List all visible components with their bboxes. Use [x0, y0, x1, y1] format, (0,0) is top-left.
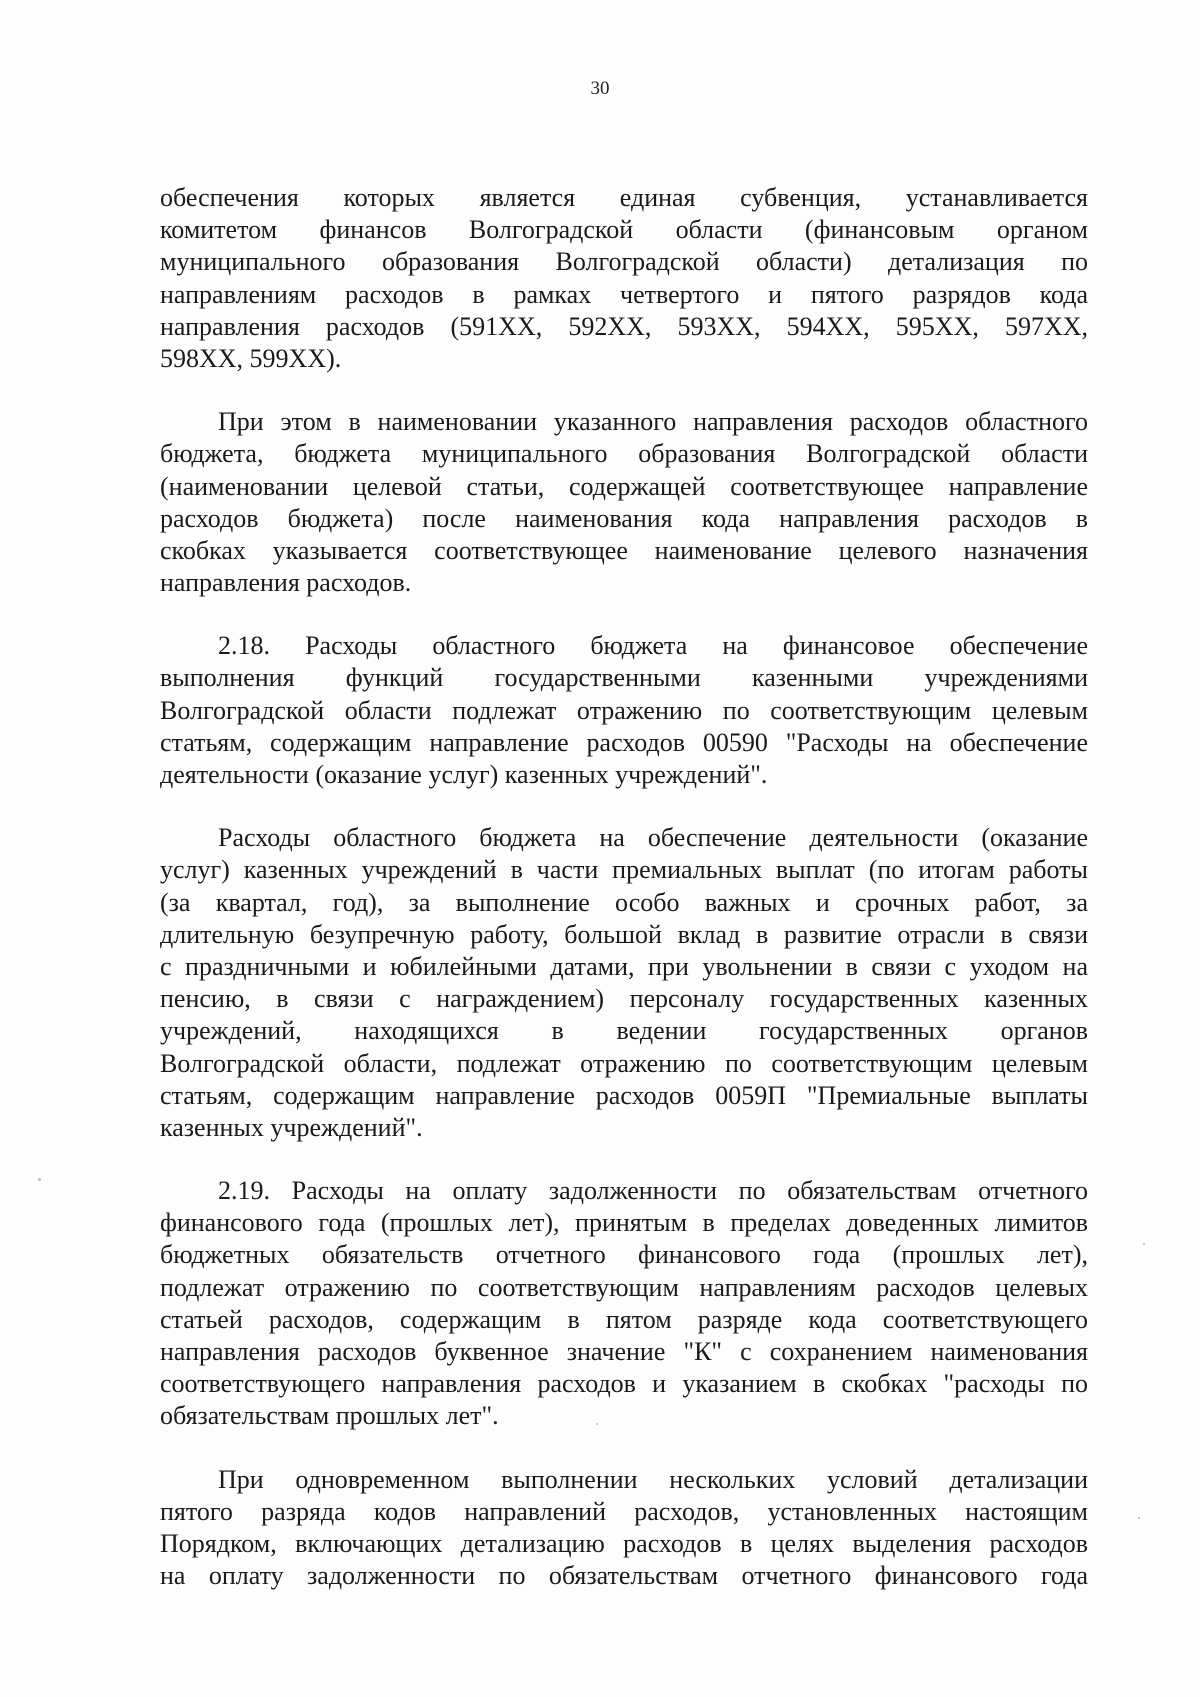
text-line: Волгоградской области, подлежат отражению по соответствующим целевым: [160, 1048, 1088, 1078]
text-line: направления расходов буквенное значение "К" с сохранением наименования: [160, 1337, 1088, 1366]
paragraph-naming-rule: [160, 406, 1088, 599]
scan-speck: [596, 1423, 598, 1425]
text-line: направления расходов.: [160, 568, 412, 598]
text-line: 598XX, 599XX).: [160, 343, 342, 373]
scan-speck: [1138, 1517, 1140, 1519]
text-line: деятельности (оказание услуг) казенных учреждений".: [160, 760, 768, 789]
text-line: статьей расходов, содержащим в пятом разряде кода соответствующего: [160, 1304, 1088, 1334]
text-line: бюджета, бюджета муниципального образования Волгоградской области: [160, 439, 1088, 469]
text-line: финансового года (прошлых лет), принятым в пределах доведенных лимитов: [160, 1208, 1088, 1238]
text-line: длительную безупречную работу, большой вклад в развитие отрасли в связи: [160, 919, 1088, 949]
text-line: подлежат отражению по соответствующим направлениям расходов целевых: [160, 1272, 1088, 1302]
document-body: [160, 182, 1088, 1623]
text-line: Расходы областного бюджета на обеспечение деятельности (оказание: [218, 823, 1088, 853]
text-line: При этом в наименовании указанного направления расходов областного: [218, 407, 1088, 437]
text-line: При одновременном выполнении нескольких условий детализации: [218, 1464, 1088, 1494]
text-line: Волгоградской области подлежат отражению по соответствующим целевым: [160, 695, 1088, 725]
scan-speck: [38, 1178, 41, 1181]
text-line: казенных учреждений".: [160, 1112, 423, 1142]
text-line: направлениям расходов в рамках четвертого и пятого разрядов кода: [160, 279, 1088, 309]
text-line: 2.19. Расходы на оплату задолженности по обязательствам отчетного: [218, 1176, 1088, 1206]
text-line: бюджетных обязательств отчетного финансового года (прошлых лет),: [160, 1240, 1088, 1270]
scan-speck: [1143, 1243, 1145, 1245]
text-line: на оплату задолженности по обязательствам отчетного финансового года: [160, 1561, 1088, 1591]
text-line: Порядком, включающих детализацию расходов в целях выделения расходов: [160, 1528, 1088, 1558]
text-line: соответствующего направления расходов и указанием в скобках "расходы по: [160, 1369, 1088, 1399]
text-line: статьям, содержащим направление расходов 0059П "Премиальные выплаты: [160, 1080, 1088, 1110]
paragraph-section-2-18: [160, 630, 1088, 791]
paragraph-premium-payments: [160, 822, 1088, 1144]
text-line: расходов бюджета) после наименования кода направления расходов в: [160, 503, 1088, 533]
text-line: пятого разряда кодов направлений расходов, установленных настоящим: [160, 1496, 1088, 1526]
text-line: услуг) казенных учреждений в части премиальных выплат (по итогам работы: [160, 855, 1088, 885]
text-line: обязательствам прошлых лет".: [160, 1401, 499, 1431]
paragraph-subvention-detail: [160, 182, 1088, 375]
text-line: с праздничными и юбилейными датами, при увольнении в связи с уходом на: [160, 951, 1088, 981]
page-number: 30: [590, 78, 610, 99]
text-line: статьям, содержащим направление расходов 00590 "Расходы на обеспечение: [160, 727, 1088, 757]
text-line: пенсию, в связи с награждением) персоналу государственных казенных: [160, 984, 1088, 1014]
text-line: обеспечения которых является единая субвенция, устанавливается: [160, 183, 1088, 212]
text-line: (наименовании целевой статьи, содержащей соответствующее направление: [160, 471, 1088, 501]
text-line: скобках указывается соответствующее наименование целевого назначения: [160, 535, 1088, 565]
text-line: учреждений, находящихся в ведении государственных органов: [160, 1016, 1088, 1046]
text-line: 2.18. Расходы областного бюджета на финансовое обеспечение: [218, 631, 1088, 661]
text-line: комитетом финансов Волгоградской области (финансовым органом: [160, 215, 1088, 245]
text-line: выполнения функций государственными казенными учреждениями: [160, 663, 1088, 693]
text-line: (за квартал, год), за выполнение особо важных и срочных работ, за: [160, 887, 1088, 917]
paragraph-section-2-19: [160, 1175, 1088, 1433]
paragraph-multiple-conditions: [160, 1464, 1088, 1593]
text-line: муниципального образования Волгоградской области) детализация по: [160, 247, 1088, 277]
text-line: направления расходов (591XX, 592XX, 593XX, 594XX, 595XX, 597XX,: [160, 311, 1088, 341]
